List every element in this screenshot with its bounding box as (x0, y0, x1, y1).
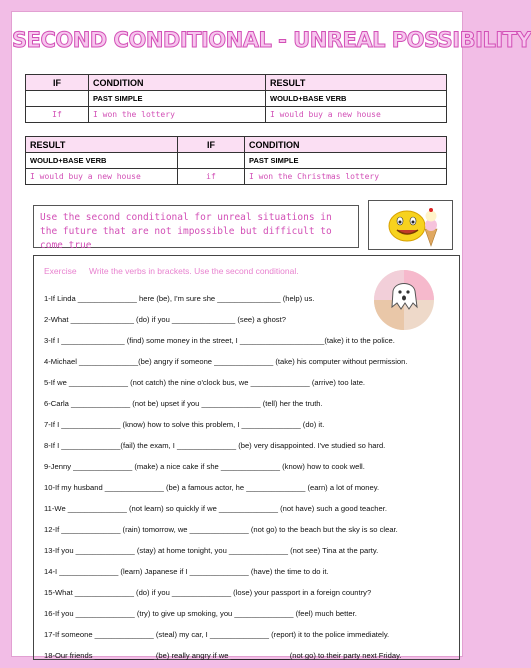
header-if: IF (178, 137, 245, 153)
sub-if (26, 91, 89, 107)
exercise-item: 3-If I _______________ (find) some money in the street, I ____________________(take) it to the police. (44, 336, 395, 345)
exercise-item: 8-If I ______________(fail) the exam, I ______________ (be) very disappointed. I've studied so hard. (44, 441, 386, 450)
header-if: IF (26, 75, 89, 91)
exercise-item: 5-If we ______________ (not catch) the nine o'clock bus, we ______________ (arrive) too late. (44, 378, 366, 387)
header-condition: CONDITION (89, 75, 266, 91)
example-condition: I won the Christmas lottery (245, 169, 447, 185)
header-condition: CONDITION (245, 137, 447, 153)
exercise-item: 11-We ______________ (not learn) so quickly if we ______________ (not have) such a good teacher. (44, 504, 387, 513)
example-result: I would buy a new house (26, 169, 178, 185)
table-result-first (25, 136, 447, 185)
example-if: if (178, 169, 245, 185)
exercise-instruction: Write the verbs in brackets. Use the second conditional. (88, 266, 299, 276)
exercise-item: 17-If someone ______________ (steal) my car, I ______________ (report) it to the police immediately. (44, 630, 390, 639)
sub-result: WOULD+BASE VERB (26, 153, 178, 169)
sub-condition: PAST SIMPLE (245, 153, 447, 169)
worksheet-page (11, 11, 531, 660)
exercise-box (33, 255, 460, 660)
example-if: If (26, 107, 89, 123)
exercise-item: 4-Michael ______________(be) angry if someone ______________ (take) his computer without permission. (44, 357, 408, 366)
exercise-item: 7-If I ______________ (know) how to solve this problem, I ______________ (do) it. (44, 420, 325, 429)
exercise-item: 10-If my husband ______________ (be) a famous actor, he ______________ (earn) a lot of money. (44, 483, 380, 492)
exercise-item: 18-Our friends ______________ (be) really angry if we ______________(not go) to their party next Friday. (44, 651, 402, 660)
exercise-item: 1-If Linda ______________ here (be), I'm sure she _______________ (help) us. (44, 294, 315, 303)
table-if-first (25, 74, 447, 123)
example-result: I would buy a new house (266, 107, 447, 123)
exercise-item: 12-If ______________ (rain) tomorrow, we ______________ (not go) to the beach but the sky is so clear. (44, 525, 398, 534)
header-result: RESULT (26, 137, 178, 153)
sub-condition: PAST SIMPLE (89, 91, 266, 107)
smiley-icon (369, 201, 452, 249)
header-result: RESULT (266, 75, 447, 91)
exercise-heading (44, 266, 309, 276)
exercise-label: Exercise (44, 266, 77, 276)
exercise-item: 2-What _______________ (do) if you _______________ (see) a ghost? (44, 315, 286, 324)
smiley-icecream-image (368, 200, 453, 250)
exercise-item: 6-Carla ______________ (not be) upset if you ______________ (tell) her the truth. (44, 399, 323, 408)
exercise-item: 13-If you ______________ (stay) at home tonight, you ______________ (not see) Tina at the party. (44, 546, 379, 555)
example-condition: I won the lottery (89, 107, 266, 123)
exercise-item: 15-What ______________ (do) if you ______________ (lose) your passport in a foreign country? (44, 588, 372, 597)
exercise-item: 16-If you ______________ (try) to give up smoking, you ______________ (feel) much better. (44, 609, 357, 618)
usage-note: Use the second conditional for unreal situations in the future that are not impossible but difficult to come true (33, 205, 359, 248)
exercise-item: 14-I ______________ (learn) Japanese if I ______________ (have) the time to do it. (44, 567, 329, 576)
sub-if (178, 153, 245, 169)
worksheet-title: SECOND CONDITIONAL - UNREAL POSSIBILITY (12, 28, 531, 52)
exercise-item: 9-Jenny ______________ (make) a nice cake if she ______________ (know) how to cook well. (44, 462, 365, 471)
sub-result: WOULD+BASE VERB (266, 91, 447, 107)
ghost-icon (373, 269, 435, 331)
